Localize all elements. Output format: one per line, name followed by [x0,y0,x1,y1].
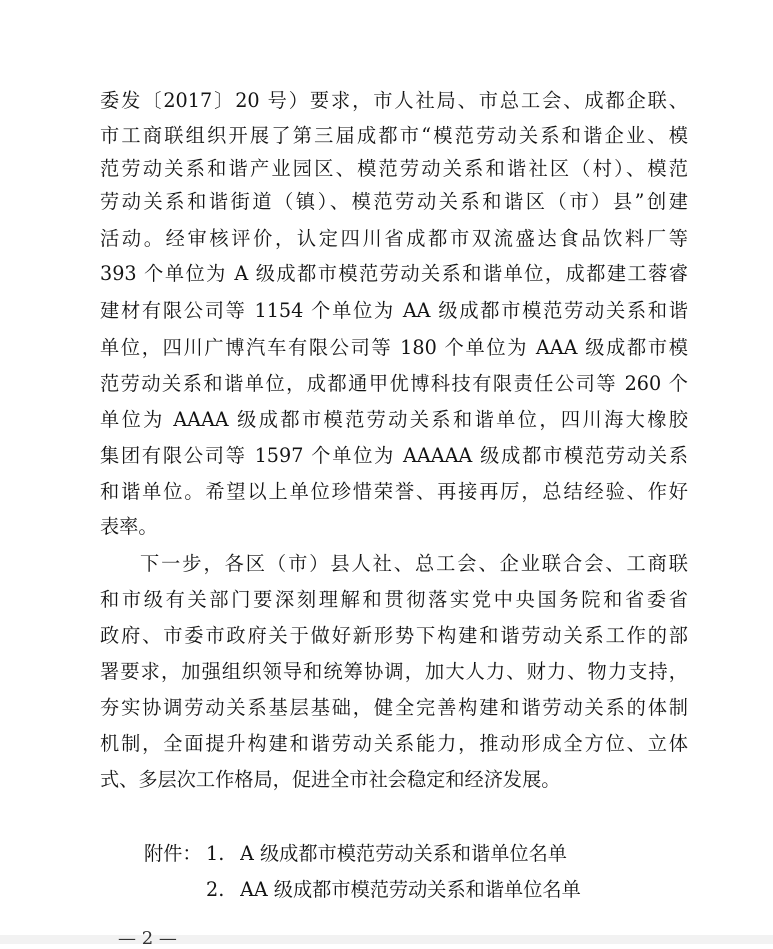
body-line: 活动。经审核评价，认定四川省成都市双流盛达食品饮料厂等 [100,228,688,250]
body-line: 和市级有关部门要深刻理解和贯彻落实党中央国务院和省委省 [100,589,688,611]
attachment-number: 2. [206,879,225,901]
paragraph-first-line: 下一步，各区（市）县人社、总工会、企业联合会、工商联 [140,553,688,575]
page-number: — 2 — [118,928,177,949]
attachment-number: 1. [206,843,225,865]
body-line: 和谐单位。希望以上单位珍惜荣誉、再接再厉，总结经验、作好 [100,481,688,503]
body-line: 393 个单位为 A 级成都市模范劳动关系和谐单位，成都建工蓉睿 [100,263,688,285]
body-line: 夯实协调劳动关系基层基础，健全完善构建和谐劳动关系的体制 [100,697,688,719]
attachment-label: 附件： [144,843,202,865]
attachment-title: A 级成都市模范劳动关系和谐单位名单 [240,843,567,865]
body-line-last: 式、多层次工作格局，促进全市社会稳定和经济发展。 [100,769,561,791]
body-line: 市工商联组织开展了第三届成都市“模范劳动关系和谐企业、模 [100,125,688,147]
body-line: 委发〔2017〕20 号）要求，市人社局、市总工会、成都企联、 [100,90,688,112]
body-line-last: 表率。 [100,516,158,538]
body-line: 政府、市委市政府关于做好新形势下构建和谐劳动关系工作的部 [100,625,688,647]
page-footer-band [0,935,773,944]
body-line: 范劳动关系和谐单位，成都通甲优博科技有限责任公司等 260 个 [100,373,688,395]
body-line: 署要求，加强组织领导和统筹协调，加大人力、财力、物力支持， [100,661,688,683]
body-line: 单位为 AAAA 级成都市模范劳动关系和谐单位，四川海大橡胶 [100,409,688,431]
body-line: 集团有限公司等 1597 个单位为 AAAAA 级成都市模范劳动关系 [100,445,688,467]
body-line: 劳动关系和谐街道（镇）、模范劳动关系和谐区（市）县”创建 [100,191,688,213]
body-line: 范劳动关系和谐产业园区、模范劳动关系和谐社区（村）、模范 [100,158,688,180]
attachment-title: AA 级成都市模范劳动关系和谐单位名单 [240,879,581,901]
body-line: 单位，四川广博汽车有限公司等 180 个单位为 AAA 级成都市模 [100,337,688,359]
body-line: 机制，全面提升构建和谐劳动关系能力，推动形成全方位、立体 [100,733,688,755]
body-line: 建材有限公司等 1154 个单位为 AA 级成都市模范劳动关系和谐 [100,300,688,322]
